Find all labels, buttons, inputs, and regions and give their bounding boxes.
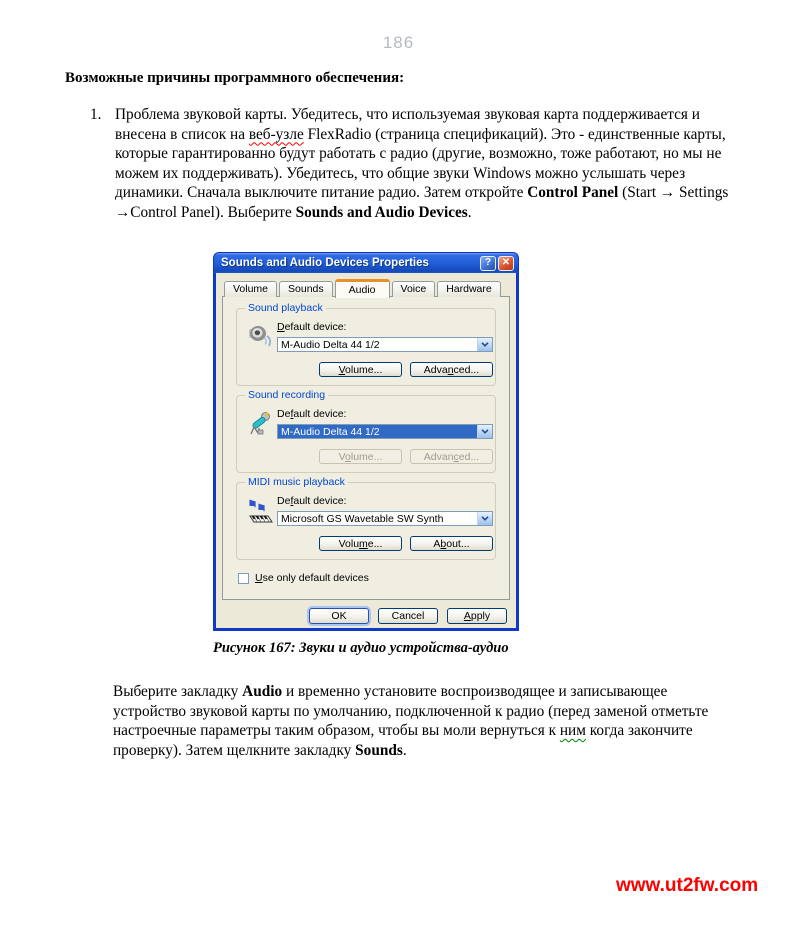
list-text-segment: (Start → Settings →Control Panel). Выберите	[115, 184, 729, 221]
combobox-value: Microsoft GS Wavetable SW Synth	[281, 513, 444, 525]
use-only-default-devices-row	[238, 572, 496, 584]
bold-term: Control Panel	[527, 184, 619, 201]
dialog-footer	[222, 600, 510, 624]
cancel-button[interactable]: Cancel	[378, 608, 438, 624]
microphone-icon	[245, 408, 277, 464]
group-label: MIDI music playback	[245, 476, 348, 488]
recording-device-combobox[interactable]	[277, 424, 493, 439]
playback-advanced-button[interactable]: Advanced...	[410, 362, 493, 377]
list-text-segment: FlexRadio (страница спецификаций). Это - единственные карты, которые гарантированно будут работать с радио (другие, возможно, тоже работают, но мы не можем их поддерживать). Убедитесь, что общие звуки Windows можно услышать через динамики. Сначала выключите питание радио. Затем откройте	[115, 125, 726, 201]
combobox-value-selected: M-Audio Delta 44 1/2	[278, 425, 477, 438]
website-link[interactable]: www.ut2fw.com	[616, 875, 759, 896]
group-label: Sound playback	[245, 302, 326, 314]
playback-device-combobox[interactable]	[277, 337, 493, 352]
paragraph-segment: Выберите закладку	[113, 683, 243, 700]
checkbox-label: Use only default devices	[255, 572, 369, 584]
dialog-title: Sounds and Audio Devices Properties	[221, 257, 429, 269]
speaker-icon	[245, 321, 277, 377]
midi-about-button[interactable]: About...	[410, 536, 493, 551]
bold-term: Sounds	[355, 741, 403, 759]
group-label: Sound recording	[245, 389, 328, 401]
combobox-value: M-Audio Delta 44 1/2	[281, 339, 380, 351]
paragraph-segment: и временно установите воспроизводящее и записывающее устройство звуковой карты по умолчанию, подключенной к радио (перед заменой отметьте настроечные параметры таким образом, чтобы вы моли вернуться к	[113, 683, 709, 739]
numbered-list-item	[90, 105, 735, 222]
close-icon[interactable]: ✕	[498, 256, 514, 271]
misspelled-word: веб-узле	[248, 125, 304, 143]
list-text-segment: Проблема звуковой карты. Убедитесь, что используемая звуковая карта поддерживается и внесена в список на	[115, 106, 700, 143]
body-paragraph	[113, 682, 743, 760]
midi-volume-button[interactable]: Volume...	[319, 536, 402, 551]
tab-hardware[interactable]: Hardware	[437, 281, 501, 297]
default-device-label: Default device:	[277, 321, 347, 333]
playback-volume-button[interactable]: Volume...	[319, 362, 402, 377]
figure-caption: Рисунок 167: Звуки и аудио устройства-аудио	[213, 640, 509, 656]
section-heading: Возможные причины программного обеспечения:	[65, 70, 405, 86]
chevron-down-icon[interactable]	[477, 512, 492, 525]
midi-music-playback-group	[236, 476, 496, 560]
bold-term: Audio	[242, 683, 283, 700]
help-icon[interactable]: ?	[480, 256, 496, 271]
midi-device-combobox[interactable]	[277, 511, 493, 526]
dialog-titlebar[interactable]	[213, 252, 519, 273]
default-device-label: Default device:	[277, 408, 347, 420]
sound-recording-group	[236, 389, 496, 473]
sounds-audio-devices-dialog	[213, 252, 519, 631]
recording-volume-button: Volume...	[319, 449, 402, 464]
use-only-default-devices-checkbox[interactable]	[238, 573, 249, 584]
chevron-down-icon[interactable]	[477, 425, 492, 438]
tab-strip	[224, 279, 510, 297]
tab-audio[interactable]: Audio	[335, 279, 390, 298]
bold-term: Sounds and Audio Devices	[295, 203, 468, 221]
sound-playback-group	[236, 302, 496, 386]
recording-advanced-button: Advanced...	[410, 449, 493, 464]
default-device-label: Default device:	[277, 495, 347, 507]
midi-keyboard-icon	[245, 495, 277, 551]
tab-volume[interactable]: Volume	[224, 281, 277, 297]
paragraph-segment: когда закончите проверку). Затем щелкните закладку	[113, 722, 693, 759]
grammar-flagged-word: ним	[559, 722, 586, 739]
ok-button[interactable]: OK	[309, 608, 369, 624]
paragraph-segment: .	[402, 741, 407, 759]
apply-button[interactable]: Apply	[447, 608, 507, 624]
list-text-segment: .	[467, 203, 472, 221]
list-item-text	[115, 105, 733, 222]
audio-tab-panel	[222, 296, 510, 600]
chevron-down-icon[interactable]	[477, 338, 492, 351]
page-number: 186	[382, 33, 415, 52]
dialog-body	[213, 273, 519, 631]
tab-sounds[interactable]: Sounds	[279, 281, 333, 297]
list-marker: 1.	[90, 106, 102, 123]
tab-voice[interactable]: Voice	[392, 281, 436, 297]
